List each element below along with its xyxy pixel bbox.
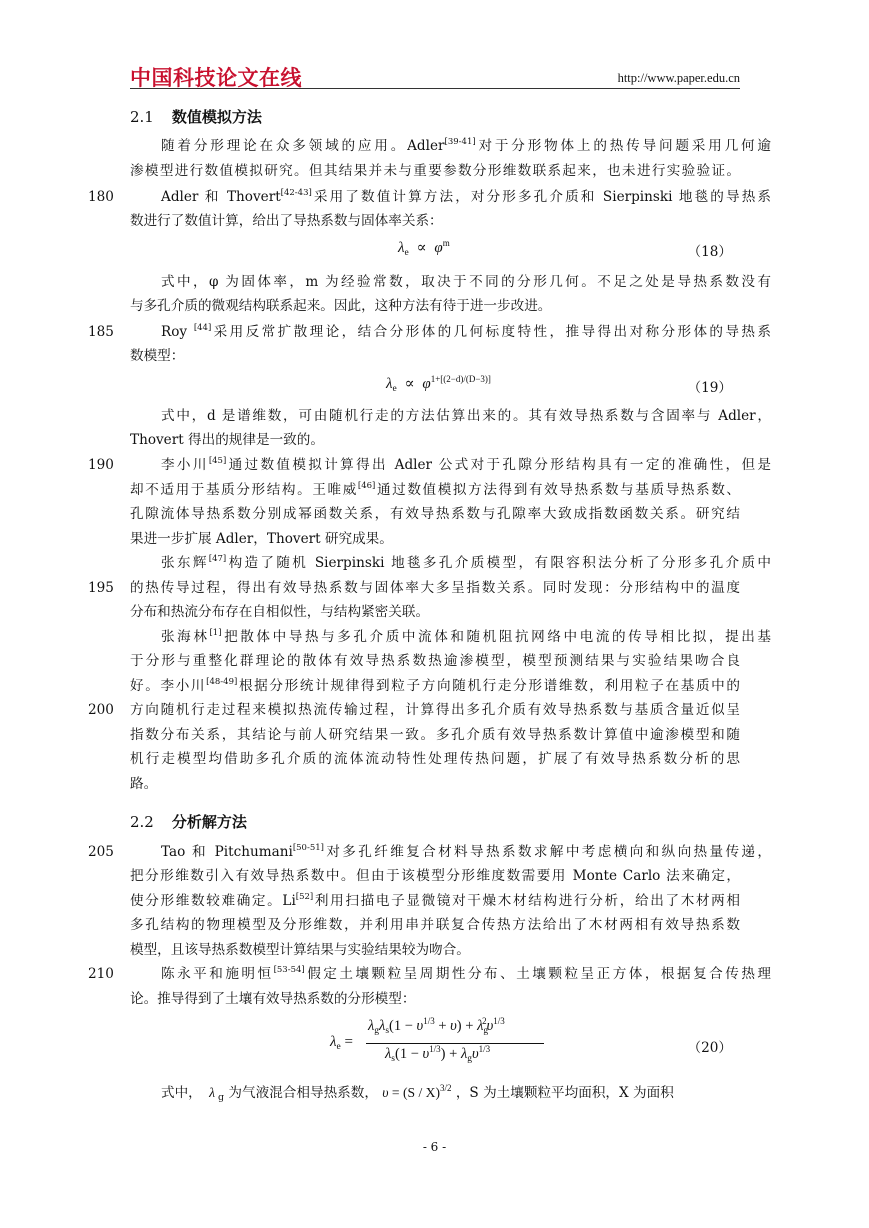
- line-number: 185: [88, 324, 114, 340]
- text-line: 模型，且该导热系数模型计算结果与实验结果较为吻合。: [130, 942, 470, 958]
- page-number: - 6 -: [422, 1140, 447, 1154]
- line-number: 190: [88, 457, 114, 473]
- equation-number: （19）: [687, 380, 732, 396]
- line-number: 205: [88, 844, 114, 860]
- text-line: 分布和热流分布存在自相似性，与结构紧密关联。: [130, 604, 430, 620]
- citation[interactable]: [46]: [357, 481, 376, 491]
- citation[interactable]: [52]: [295, 892, 314, 902]
- text-line: Tao 和 Pitchumani[50-51]对多孔纤维复合材料导热系数求解中考虑横向和纵向热量传递，: [161, 843, 771, 860]
- text-line: 李小川[45]通过数值模拟计算得出 Adler 公式对于孔隙分形结构具有一定的准确性，但是: [161, 456, 771, 473]
- line-number: 180: [88, 189, 114, 205]
- text-line: 式中，d 是谱维数，可由随机行走的方法估算出来的。其有效导热系数与含固率与 Adler，: [161, 408, 771, 424]
- text-line: 论。推导得到了土壤有效导热系数的分形模型：: [130, 991, 416, 1007]
- section-number: 2.2: [130, 813, 154, 831]
- citation[interactable]: [1]: [209, 628, 222, 638]
- citation[interactable]: [39-41]: [444, 137, 476, 147]
- text-line: 数进行了数值计算，给出了导热系数与固体率关系：: [130, 213, 443, 229]
- text-line: 使分形维数较难确定。Li[52]利用扫描电子显微镜对干燥木材结构进行分析，给出了木材两相: [130, 892, 741, 909]
- text-line: 多孔结构的物理模型及分形维数，并利用串并联复合传热方法给出了木材两相有效导热系数: [130, 917, 740, 933]
- section-heading-2-1: [130, 106, 262, 128]
- text-line: 却不适用于基质分形结构。王唯威[46]通过数值模拟方法得到有效导热系数与基质导热系数、: [130, 481, 741, 498]
- equation-18: $\lambda_e \propto \varphi^m$ （18）: [398, 238, 732, 260]
- text-line: 式中， λ $_g$ 为气液混合相导热系数， υ = (S / X)$^{3/2}$ ，S 为土壤颗粒平均面积，X 为面积: [161, 1083, 674, 1103]
- section-heading-2-2: [130, 811, 247, 833]
- citation[interactable]: [48-49]: [206, 677, 238, 687]
- citation[interactable]: [50-51]: [292, 843, 324, 853]
- citation[interactable]: [42-43]: [280, 188, 312, 198]
- text-line: 机行走模型均借助多孔介质的流体流动特性处理传热问题，扩展了有效导热系数分析的思: [130, 751, 740, 767]
- text-line: Roy [44]采用反常扩散理论，结合分形体的几何标度特性，推导得出对称分形体的导热系: [161, 323, 772, 340]
- section-title: 分析解方法: [171, 813, 247, 831]
- section-title: 数值模拟方法: [171, 108, 262, 126]
- text-line: 随着分形理论在众多领域的应用。Adler[39-41]对于分形物体上的热传导问题采用几何逾: [161, 137, 772, 154]
- text-line: 于分形与重整化群理论的散体有效导热系数热逾渗模型，模型预测结果与实验结果吻合良: [130, 653, 740, 669]
- text-line: 张东辉[47]构造了随机 Sierpinski 地毯多孔介质模型，有限容积法分析了分形多孔介质中: [161, 554, 771, 571]
- text-line: 果进一步扩展 Adler，Thovert 研究成果。: [130, 531, 393, 547]
- text-line: Adler 和 Thovert[42-43]采用了数值计算方法，对分形多孔介质和 Sierpinski 地毯的导热系: [161, 188, 771, 205]
- equation-19: $\lambda_e \propto \varphi^{1+[(2-d)/(D-3)]}$ （19）: [386, 374, 732, 396]
- page-header: [130, 60, 740, 90]
- equation-20: $\lambda_e$ = $\lambda_g\lambda_s(1 - \upsilon^{1/3} + \upsilon) + \lambda_g^2\upsilon^{1/3}$ $\lambda_s(1 - \upsilon^{1/3}) + \lambda_g\upsilon^{1/3}$ （20）: [330, 1016, 732, 1064]
- text-line: 方向随机行走过程来模拟热流传输过程，计算得出多孔介质有效导热系数与基质含量近似呈: [130, 702, 740, 718]
- text-line: 把分形维数引入有效导热系数中。但由于该模型分形维度数需要用 Monte Carlo 法来确定，: [130, 868, 740, 884]
- citation[interactable]: [47]: [208, 554, 227, 564]
- text-line: 孔隙流体导热系数分别成幂函数关系，有效导热系数与孔隙率大致成指数函数关系。研究结: [130, 506, 740, 522]
- line-number: 210: [88, 966, 114, 982]
- text-line: 渗模型进行数值模拟研究。但其结果并未与重要参数分形维数联系起来，也未进行实验验证。: [130, 163, 740, 179]
- header-rule: [130, 88, 740, 89]
- text-line: 的热传导过程，得出有效导热系数与固体率大多呈指数关系。同时发现：分形结构中的温度: [130, 580, 740, 596]
- text-line: 指数分布关系，其结论与前人研究结果一致。多孔介质有效导热系数计算值中逾渗模型和随: [130, 727, 740, 743]
- citation[interactable]: [53-54]: [273, 965, 305, 975]
- text-line: Thovert 得出的规律是一致的。: [130, 432, 324, 448]
- line-number: 195: [88, 580, 114, 596]
- text-line: 路。: [130, 776, 158, 792]
- text-line: 陈永平和施明恒[53-54]假定土壤颗粒呈周期性分布、土壤颗粒呈正方体，根据复合传热理: [161, 965, 772, 982]
- citation[interactable]: [45]: [208, 456, 227, 466]
- citation[interactable]: [44]: [193, 323, 212, 333]
- text-line: 数模型：: [130, 348, 185, 364]
- section-number: 2.1: [130, 108, 154, 126]
- site-url[interactable]: http://www.paper.edu.cn: [617, 71, 740, 85]
- text-line: 张海林[1]把散体中导热与多孔介质中流体和随机阻抗网络中电流的传导相比拟，提出基: [161, 628, 771, 645]
- line-number: 200: [88, 702, 114, 718]
- journal-logo: 中国科技论文在线: [130, 66, 302, 90]
- text-line: 好。李小川[48-49]根据分形统计规律得到粒子方向随机行走分形谱维数，利用粒子在基质中的: [130, 677, 741, 694]
- text-line: 与多孔介质的微观结构联系起来。因此，这种方法有待于进一步改进。: [130, 298, 552, 314]
- text-line: 式中，φ 为固体率，m 为经验常数，取决于不同的分形几何。不足之处是导热系数没有: [161, 274, 771, 290]
- equation-number: （18）: [687, 244, 732, 260]
- equation-number: （20）: [687, 1040, 732, 1056]
